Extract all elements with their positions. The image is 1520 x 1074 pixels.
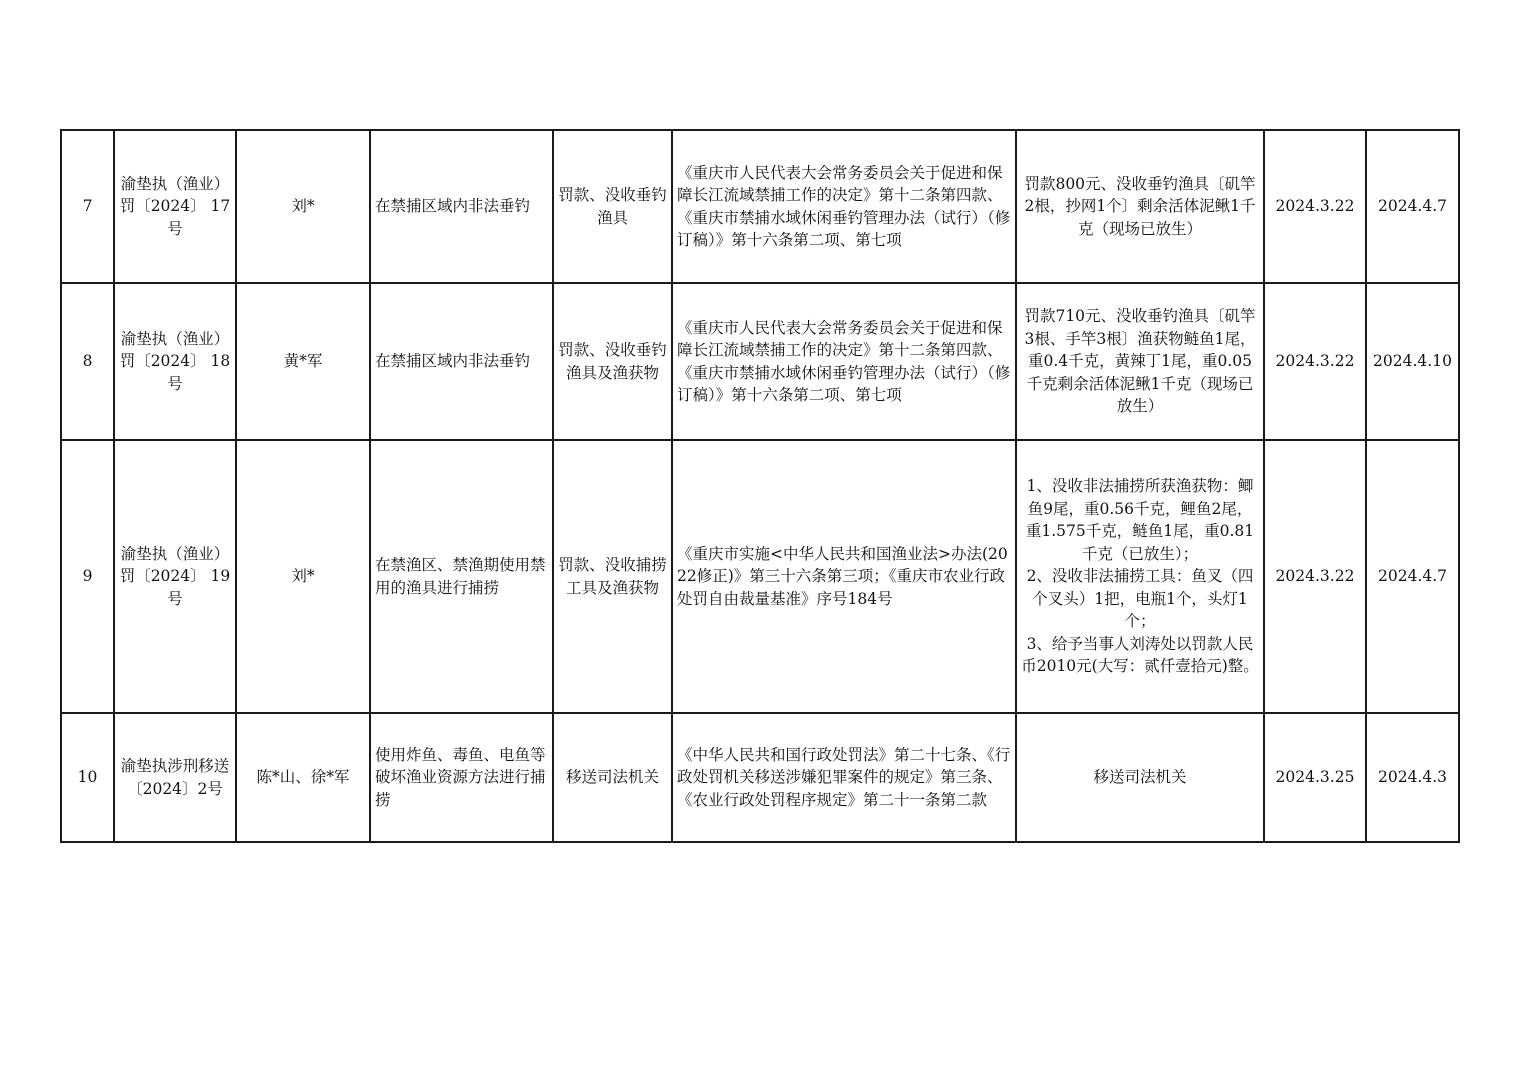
document-number: 渝垫执（渔业）罚〔2024〕 17号 — [114, 130, 236, 283]
decision-date: 2024.3.25 — [1264, 713, 1366, 842]
publish-date: 2024.4.7 — [1366, 440, 1459, 713]
violation-fact: 在禁捕区域内非法垂钓 — [370, 283, 553, 440]
penalty-type: 移送司法机关 — [553, 713, 672, 842]
penalty-result: 罚款800元、没收垂钓渔具〔矶竿2根，抄网1个〕剩余活体泥鳅1千克（现场已放生） — [1016, 130, 1264, 283]
table-row — [61, 440, 1459, 713]
penalty-table — [60, 129, 1460, 843]
party-name: 刘* — [236, 130, 370, 283]
penalty-type: 罚款、没收垂钓渔具及渔获物 — [553, 283, 672, 440]
row-number: 9 — [61, 440, 114, 713]
penalty-result: 罚款710元、没收垂钓渔具〔矶竿3根、手竿3根〕渔获物鲢鱼1尾，重0.4千克，黄辣丁1尾，重0.05千克剩余活体泥鳅1千克（现场已放生） — [1016, 283, 1264, 440]
document-number: 渝垫执（渔业）罚〔2024〕 18号 — [114, 283, 236, 440]
legal-basis: 《重庆市人民代表大会常务委员会关于促进和保障长江流域禁捕工作的决定》第十二条第四款、《重庆市禁捕水域休闲垂钓管理办法（试行）（修订稿）》第十六条第二项、第七项 — [672, 283, 1016, 440]
penalty-result: 1、没收非法捕捞所获渔获物：鲫鱼9尾，重0.56千克，鲤鱼2尾，重1.575千克，鲢鱼1尾，重0.81千克（已放生）； 2、没收非法捕捞工具：鱼叉（四个叉头）1把，电瓶1个，头灯1个； 3、给予当事人刘涛处以罚款人民币2010元(大写：贰仟壹拾元)整。 — [1016, 440, 1264, 713]
penalty-type: 罚款、没收捕捞工具及渔获物 — [553, 440, 672, 713]
party-name: 黄*军 — [236, 283, 370, 440]
publish-date: 2024.4.7 — [1366, 130, 1459, 283]
table-row — [61, 130, 1459, 283]
party-name: 陈*山、徐*军 — [236, 713, 370, 842]
table-row — [61, 713, 1459, 842]
decision-date: 2024.3.22 — [1264, 440, 1366, 713]
publish-date: 2024.4.10 — [1366, 283, 1459, 440]
row-number: 10 — [61, 713, 114, 842]
row-number: 8 — [61, 283, 114, 440]
violation-fact: 使用炸鱼、毒鱼、电鱼等破坏渔业资源方法进行捕捞 — [370, 713, 553, 842]
decision-date: 2024.3.22 — [1264, 130, 1366, 283]
legal-basis: 《重庆市人民代表大会常务委员会关于促进和保障长江流域禁捕工作的决定》第十二条第四款、《重庆市禁捕水域休闲垂钓管理办法（试行）（修订稿）》第十六条第二项、第七项 — [672, 130, 1016, 283]
table-row — [61, 283, 1459, 440]
violation-fact: 在禁渔区、禁渔期使用禁用的渔具进行捕捞 — [370, 440, 553, 713]
violation-fact: 在禁捕区域内非法垂钓 — [370, 130, 553, 283]
penalty-type: 罚款、没收垂钓渔具 — [553, 130, 672, 283]
row-number: 7 — [61, 130, 114, 283]
document-number: 渝垫执（渔业）罚〔2024〕 19号 — [114, 440, 236, 713]
legal-basis: 《重庆市实施<中华人民共和国渔业法>办法(2022修正)》第三十六条第三项；《重庆市农业行政处罚自由裁量基准》序号184号 — [672, 440, 1016, 713]
legal-basis: 《中华人民共和国行政处罚法》第二十七条、《行政处罚机关移送涉嫌犯罪案件的规定》第三条、《农业行政处罚程序规定》第二十一条第二款 — [672, 713, 1016, 842]
party-name: 刘* — [236, 440, 370, 713]
document-number: 渝垫执涉刑移送〔2024〕2号 — [114, 713, 236, 842]
decision-date: 2024.3.22 — [1264, 283, 1366, 440]
publish-date: 2024.4.3 — [1366, 713, 1459, 842]
penalty-result: 移送司法机关 — [1016, 713, 1264, 842]
